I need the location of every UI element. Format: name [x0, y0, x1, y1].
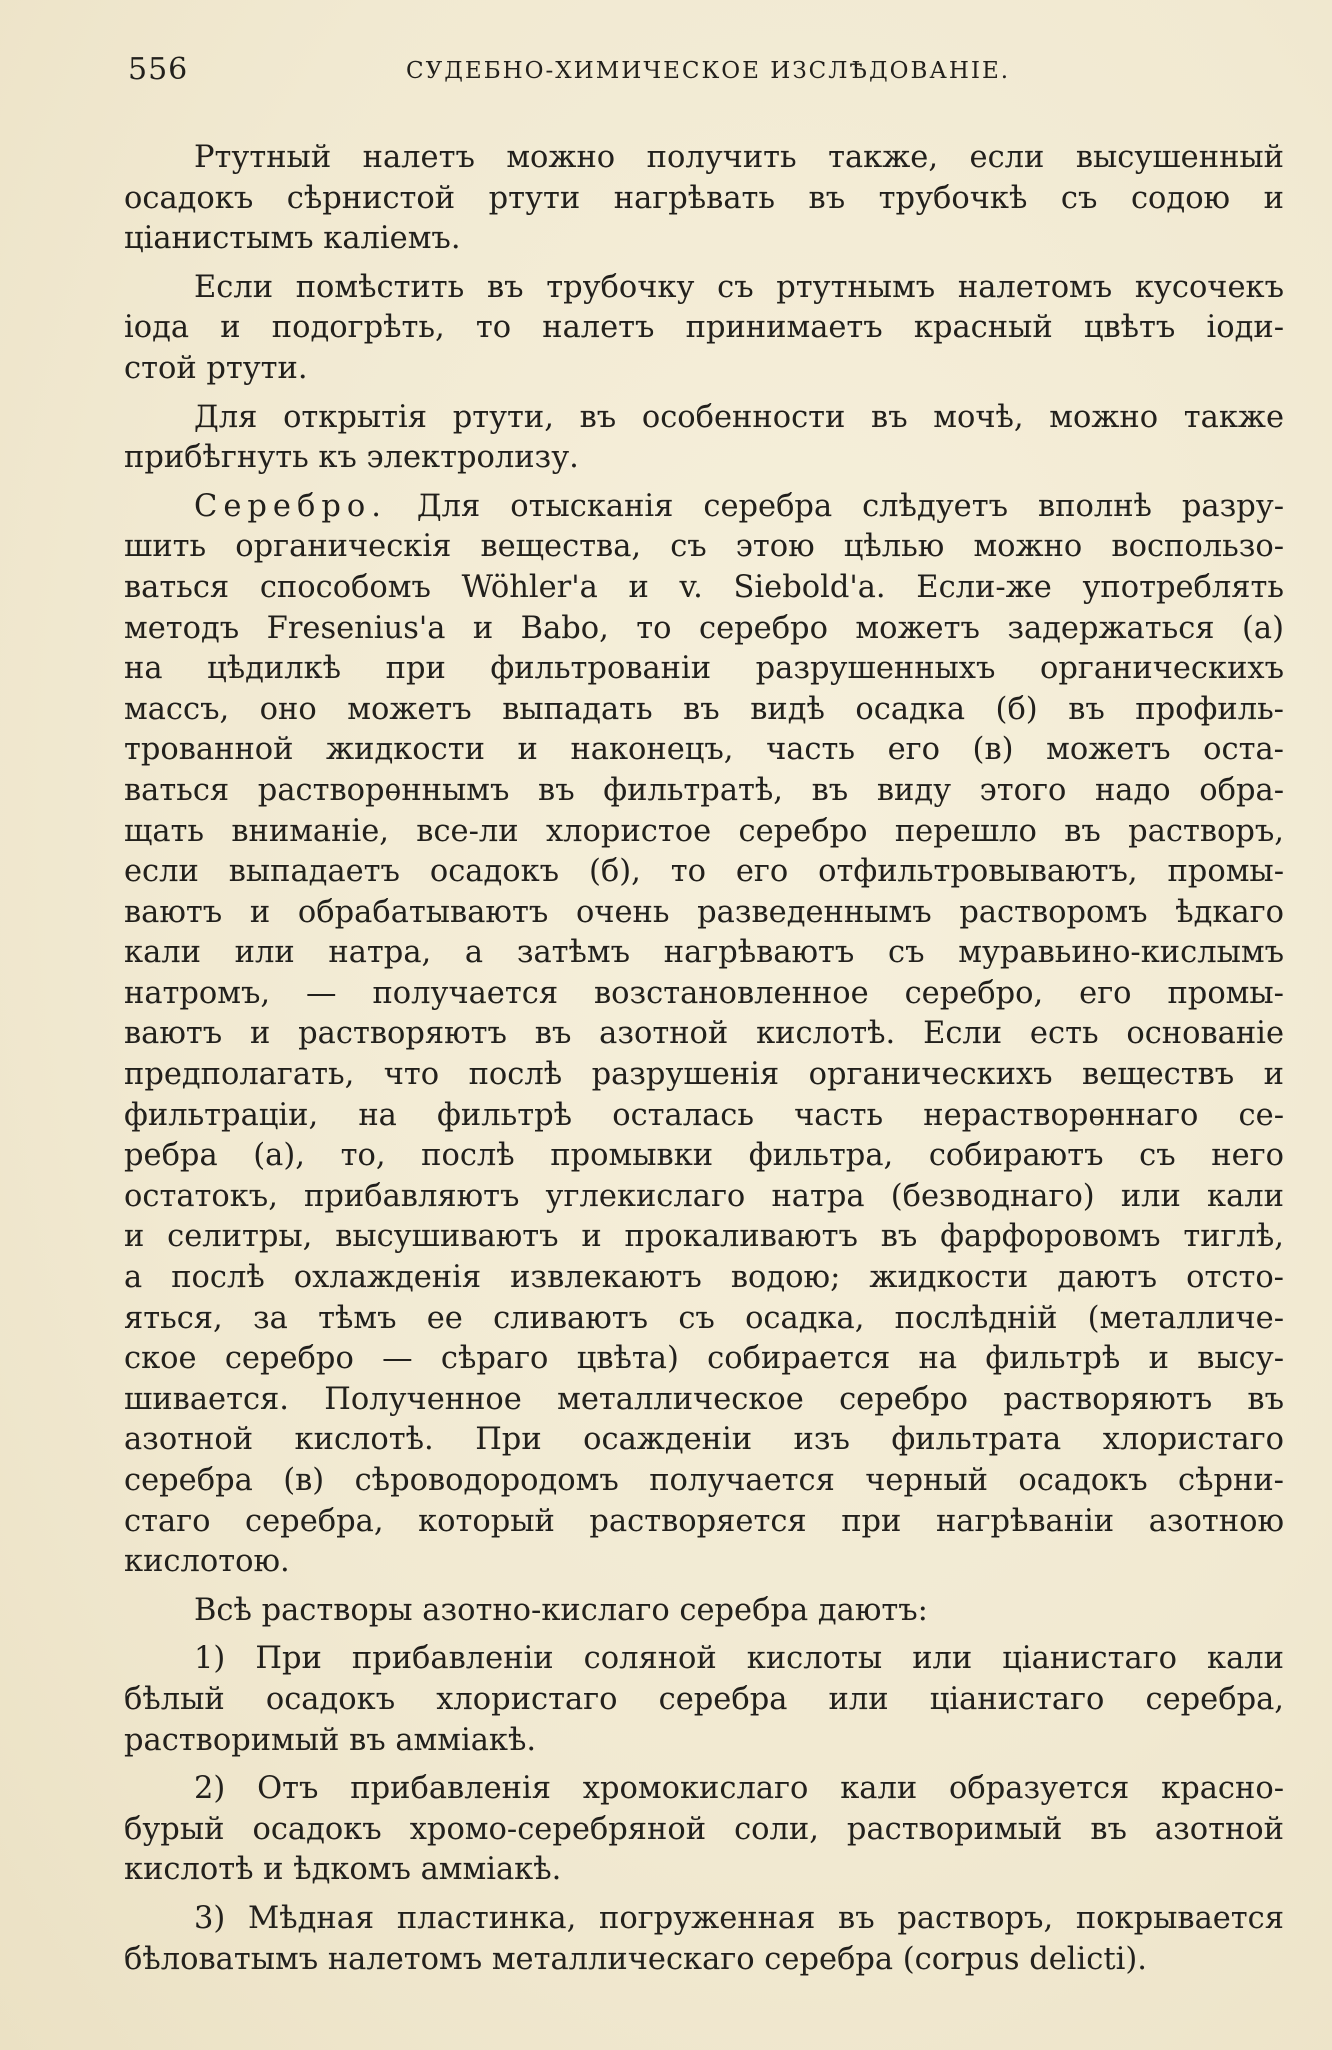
text-line: 1) При прибавленіи соляной кислоты или ціанистаго кали: [194, 1641, 1284, 1677]
text-line: фильтраціи, на фильтрѣ осталась часть нерастворѳннаго се-: [124, 1097, 1284, 1133]
text-line: трованной жидкости и наконецъ, часть его (в) можетъ оста-: [124, 732, 1284, 768]
text-line: ваться способомъ Wöhler'a и v. Siebold'a. Если-же употреблять: [124, 569, 1284, 605]
paragraph-reaction-3: [124, 1899, 1284, 1980]
text-line: яться, за тѣмъ ее сливаютъ съ осадка, послѣдній (металличе-: [124, 1300, 1284, 1336]
text-line: Ртутный налетъ можно получить также, если высушенный: [194, 140, 1284, 175]
text-line: кислотѣ и ѣдкомъ амміакѣ.: [124, 1852, 562, 1888]
page-number: 556: [128, 52, 189, 87]
body-text: [124, 138, 1284, 1988]
text-line: бурый осадокъ хромо-серебряной соли, растворимый въ азотной: [124, 1811, 1284, 1847]
text-line: а послѣ охлажденія извлекаютъ водою; жидкости даютъ отсто-: [124, 1260, 1284, 1296]
paragraph-reaction-2: [124, 1769, 1284, 1891]
text-line: іода и подогрѣть, то налетъ принимаетъ красный цвѣтъ іоди-: [124, 310, 1284, 346]
text-line: осадокъ сѣрнистой ртути нагрѣвать въ трубочкѣ съ содою и: [124, 180, 1284, 216]
text-line: кислотою.: [124, 1544, 290, 1580]
text-line: прибѣгнуть къ электролизу.: [124, 440, 579, 476]
paragraph-mercury-film: [124, 138, 1284, 260]
text-line: ваютъ и обрабатываютъ очень разведеннымъ растворомъ ѣдкаго: [124, 894, 1284, 930]
section-lead-silver: Серебро.: [194, 488, 387, 524]
text-line: и селитры, высушиваютъ и прокаливаютъ въ фарфоровомъ тиглѣ,: [124, 1219, 1284, 1255]
text-line: 3) Мѣдная пластинка, погруженная въ растворъ, покрывается: [194, 1900, 1284, 1936]
text-line: растворимый въ амміакѣ.: [124, 1722, 537, 1758]
text-line: ское серебро — сѣраго цвѣта) собирается на фильтрѣ и высу-: [124, 1341, 1284, 1377]
paragraph-silver: [124, 487, 1284, 1583]
paragraph-iodine-test: [124, 268, 1284, 390]
text-line: бѣловатымъ налетомъ металлическаго серебра (corpus delicti).: [124, 1941, 1147, 1977]
text-line: натромъ, — получается возстановленное серебро, его промы-: [124, 975, 1284, 1011]
text-line: остатокъ, прибавляютъ углекислаго натра (безводнаго) или кали: [124, 1178, 1284, 1214]
text-line: азотной кислотѣ. При осажденіи изъ фильтрата хлористаго: [124, 1422, 1284, 1458]
paragraph-electrolysis: [124, 398, 1284, 479]
text-line: кали или натра, а затѣмъ нагрѣваютъ съ муравьино-кислымъ: [124, 935, 1284, 971]
text-line: бѣлый осадокъ хлористаго серебра или ціанистаго серебра,: [124, 1681, 1284, 1717]
text-line-continuation: Для отысканія серебра слѣдуетъ вполнѣ разру-: [416, 488, 1284, 524]
text-line: стой ртути.: [124, 350, 308, 386]
paragraph-reaction-1: [124, 1639, 1284, 1761]
text-line: [124, 487, 1284, 528]
text-line: методъ Fresenius'a и Babo, то серебро можетъ задержаться (а): [124, 610, 1284, 646]
text-line: ваться растворѳннымъ въ фильтратѣ, въ виду этого надо обра-: [124, 772, 1284, 808]
text-line: ребра (а), то, послѣ промывки фильтра, собираютъ съ него: [124, 1138, 1284, 1174]
text-line: Если помѣстить въ трубочку съ ртутнымъ налетомъ кусочекъ: [194, 269, 1284, 305]
paragraph-silver-reactions-intro: [124, 1591, 1284, 1632]
text-line: массъ, оно можетъ выпадать въ видѣ осадка (б) въ профиль-: [124, 691, 1284, 727]
text-line: предполагать, что послѣ разрушенія органическихъ веществъ и: [124, 1057, 1284, 1093]
text-line: ваютъ и растворяютъ въ азотной кислотѣ. Если есть основаніе: [124, 1016, 1284, 1052]
text-line: 2) Отъ прибавленія хромокислаго кали образуется красно-: [194, 1771, 1284, 1807]
text-line: стаго серебра, который растворяется при нагрѣваніи азотною: [124, 1503, 1284, 1539]
text-line: шить органическія вещества, съ этою цѣлью можно воспользо-: [124, 529, 1284, 565]
text-line: щать вниманіе, все-ли хлористое серебро перешло въ растворъ,: [124, 813, 1284, 849]
page-header: [128, 52, 1278, 92]
text-line: ціанистымъ каліемъ.: [124, 221, 461, 257]
running-head: СУДЕБНО-ХИМИЧЕСКОЕ ИЗСЛѢДОВАНІЕ.: [406, 58, 1011, 84]
text-line: шивается. Полученное металлическое серебро растворяютъ въ: [124, 1381, 1284, 1417]
text-line: на цѣдилкѣ при фильтрованіи разрушенныхъ органическихъ: [124, 651, 1284, 687]
text-line: Всѣ растворы азотно-кислаго серебра даютъ:: [194, 1592, 928, 1628]
text-line: серебра (в) сѣроводородомъ получается черный осадокъ сѣрни-: [124, 1463, 1284, 1498]
text-line: если выпадаетъ осадокъ (б), то его отфильтровываютъ, промы-: [124, 854, 1284, 890]
text-line: Для открытія ртути, въ особенности въ мочѣ, можно также: [194, 399, 1284, 435]
